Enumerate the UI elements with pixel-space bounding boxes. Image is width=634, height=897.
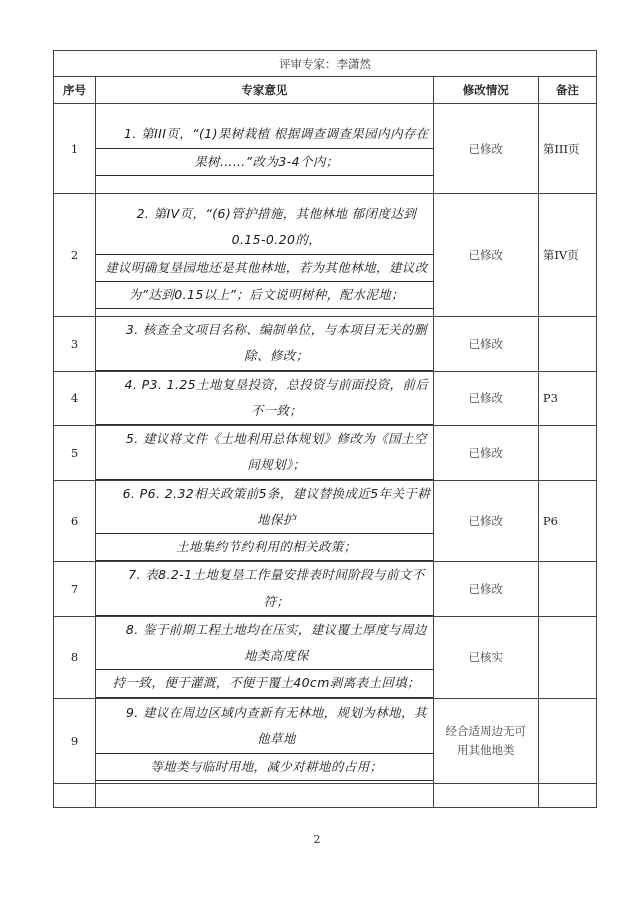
row-index: 4 bbox=[54, 371, 96, 426]
opinion-cell bbox=[96, 698, 434, 783]
row-index: 3 bbox=[54, 317, 96, 372]
status-text: 经合适周边无可用其他地类 bbox=[445, 724, 527, 757]
table-row bbox=[54, 562, 597, 617]
row-index: 5 bbox=[54, 426, 96, 481]
review-table bbox=[53, 50, 597, 808]
opinion-line: 等地类与临时用地，减少对耕地的占用； bbox=[96, 754, 433, 781]
opinion-line: 3. 核查全文项目名称、编制单位，与本项目无关的删除、修改； bbox=[96, 317, 433, 371]
opinion-line: 9. 建议在周边区域内查新有无林地，规划为林地，其他草地 bbox=[96, 700, 433, 754]
note-cell: P6 bbox=[538, 480, 596, 562]
opinion-line: 6. P6. 2.32相关政策前5条，建议替换成近5年关于耕地保护 bbox=[96, 481, 433, 535]
opinion-cell bbox=[96, 426, 434, 481]
page-number: 2 bbox=[313, 833, 321, 846]
status-cell: 已修改 bbox=[433, 194, 538, 317]
opinion-line: 为”达到0.15以上”；后文说明树种，配水泥地； bbox=[96, 282, 433, 309]
opinion-line: 1. 第III页，“(1)果树栽植 根据调查调查果园内内存在 bbox=[96, 121, 433, 148]
handwritten-opinion bbox=[96, 481, 433, 562]
table-body bbox=[54, 104, 597, 808]
handwritten-opinion bbox=[96, 700, 433, 781]
status-cell: 已核实 bbox=[433, 616, 538, 698]
row-index: 8 bbox=[54, 616, 96, 698]
row-index: 2 bbox=[54, 194, 96, 317]
empty-row bbox=[54, 783, 597, 807]
table-row bbox=[54, 194, 597, 317]
handwritten-opinion bbox=[96, 317, 433, 371]
note-cell bbox=[538, 562, 596, 617]
opinion-line: 4. P3. 1.25土地复垦投资，总投资与前面投资，前后不一致； bbox=[96, 372, 433, 426]
handwritten-opinion bbox=[96, 372, 433, 426]
opinion-line: 5. 建议将文件《土地利用总体规划》修改为《国土空间规划》； bbox=[96, 426, 433, 480]
note-cell bbox=[538, 698, 596, 783]
note-cell bbox=[538, 616, 596, 698]
row-index: 9 bbox=[54, 698, 96, 783]
opinion-line: 7. 表8.2-1土地复垦工作量安排表时间阶段与前文不符； bbox=[96, 562, 433, 616]
table-row bbox=[54, 317, 597, 372]
note-cell: 第III页 bbox=[538, 104, 596, 194]
table-row bbox=[54, 426, 597, 481]
note-cell bbox=[538, 426, 596, 481]
status-cell: 已修改 bbox=[433, 104, 538, 194]
status-cell: 已修改 bbox=[433, 562, 538, 617]
opinion-cell bbox=[96, 371, 434, 426]
empty-cell bbox=[538, 783, 596, 807]
table-row bbox=[54, 480, 597, 562]
opinion-line: 2. 第IV页，“(6)管护措施，其他林地 郁闭度达到0.15-0.20的， bbox=[96, 201, 433, 255]
handwritten-opinion bbox=[96, 426, 433, 480]
table-row bbox=[54, 616, 597, 698]
opinion-cell bbox=[96, 194, 434, 317]
header-note: 备注 bbox=[538, 77, 596, 104]
opinion-cell bbox=[96, 480, 434, 562]
opinion-cell bbox=[96, 317, 434, 372]
note-cell bbox=[538, 317, 596, 372]
handwritten-opinion bbox=[96, 617, 433, 698]
row-index: 1 bbox=[54, 104, 96, 194]
header-status: 修改情况 bbox=[433, 77, 538, 104]
status-cell: 已修改 bbox=[433, 317, 538, 372]
empty-cell bbox=[54, 783, 96, 807]
handwritten-opinion bbox=[96, 562, 433, 616]
header-opinion: 专家意见 bbox=[96, 77, 434, 104]
header-index: 序号 bbox=[54, 77, 96, 104]
expert-name: 评审专家：李潇然 bbox=[54, 51, 597, 77]
status-cell bbox=[433, 698, 538, 783]
row-index: 6 bbox=[54, 480, 96, 562]
status-cell: 已修改 bbox=[433, 426, 538, 481]
status-cell: 已修改 bbox=[433, 480, 538, 562]
opinion-cell bbox=[96, 562, 434, 617]
table-row bbox=[54, 698, 597, 783]
opinion-line: 土地集约节约利用的相关政策； bbox=[96, 534, 433, 561]
table-row bbox=[54, 371, 597, 426]
empty-cell bbox=[96, 783, 434, 807]
opinion-line: 果树……”改为3-4个内； bbox=[96, 149, 433, 176]
table-row bbox=[54, 104, 597, 194]
opinion-line: 建议明确复垦园地还是其他林地，若为其他林地，建议改 bbox=[96, 255, 433, 282]
note-cell: P3 bbox=[538, 371, 596, 426]
note-cell: 第IV页 bbox=[538, 194, 596, 317]
empty-cell bbox=[433, 783, 538, 807]
handwritten-opinion bbox=[96, 201, 433, 309]
opinion-line: 8. 鉴于前期工程土地均在压实，建议覆土厚度与周边地类高度保 bbox=[96, 617, 433, 671]
opinion-line: 持一致，便于灌溉，不便于覆土40cm剥离表土回填； bbox=[96, 670, 433, 697]
row-index: 7 bbox=[54, 562, 96, 617]
handwritten-opinion bbox=[96, 121, 433, 176]
opinion-cell bbox=[96, 616, 434, 698]
status-cell: 已修改 bbox=[433, 371, 538, 426]
opinion-cell bbox=[96, 104, 434, 194]
